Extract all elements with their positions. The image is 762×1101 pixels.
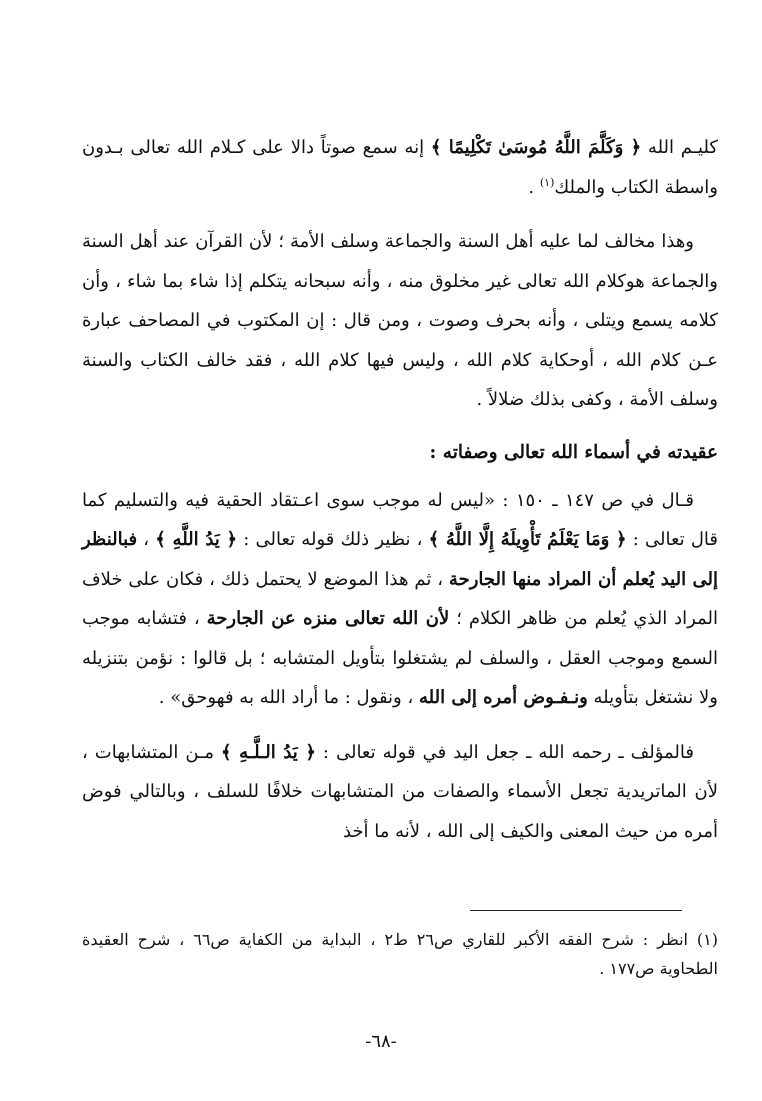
- paragraph-3-text-g: ، ثم هذا الموضع لا يحتمل ذلك ، فكان على خلاف المراد الذي يُعلم من ظاهر الكلام ؛: [82, 568, 719, 629]
- paragraph-4-text-c: مـن المتشابهات ، لأن الماتريدية تجعل الأسماء والصفات من المتشابهات خلافًا للسلف ، وبالتالي فوض أمره من حيث المعنى والكيف إلى الله ، لأنه ما أخذ: [82, 741, 718, 842]
- paragraph-4: [82, 733, 718, 852]
- paragraph-3-text-k: ، ونقول : ما أراد الله به فهوحق» .: [158, 687, 419, 708]
- quran-verse-2: ﴿ وَمَا يَعْلَمُ تَأْوِيلَهُ إِلَّا اللَّهُ ﴾: [428, 529, 627, 550]
- quran-verse-4: ﴿ يَدُ الـلَّـهِ ﴾: [221, 741, 316, 763]
- footnote-reference[interactable]: (١): [539, 175, 555, 189]
- paragraph-3-text-c: ، نظير ذلك قوله تعالى :: [237, 529, 429, 550]
- paragraph-1-text-a: كليـم الله: [641, 137, 718, 158]
- bold-phrase-1: فبالنظر إلى اليد يُعلم أن المراد منها الجارحة: [82, 529, 718, 590]
- bold-phrase-3: ونـفـوض أمره إلى الله: [419, 687, 588, 708]
- footnote-divider: [470, 910, 682, 911]
- paragraph-2: وهذا مخالف لما عليه أهل السنة والجماعة وسلف الأمة ؛ لأن القرآن عند أهل السنة والجماعة هوكلام الله تعالى غير مخلوق منه ، وأنه سبحانه يتكلم إذا شاء بما شاء ، وأن كلامه يسمع ويتلى ، وأنه بحرف وصوت ، ومن قال : إن المكتوب في المصاحف عبارة عـن كلام الله ، أوحكاية كلام الله ، وليس فيها كلام الله ، فقد خالف الكتاب والسنة وسلف الأمة ، وكفى بذلك ضلالاً .: [82, 231, 718, 410]
- footnote-number: (١): [696, 930, 718, 949]
- paragraph-4-text-a: فالمؤلف ـ رحمه الله ـ جعل اليد في قوله تعالى :: [315, 741, 694, 763]
- paragraph-3-text-a: قـال في ص ١٤٧ ـ ١٥٠ : «ليس له موجب سوى اعـتقاد الحقية فيه والتسليم كما قال تعالى :: [82, 489, 719, 550]
- quran-verse-1: ﴿ وَكَلَّمَ اللَّهُ مُوسَىٰ تَكْلِيمًا ﴾: [430, 137, 642, 158]
- page-number: -٦٨-: [365, 1031, 397, 1052]
- footnote-text: انظر : شرح الفقه الأكبر للقاري ص٢٦ ط٢ ، البداية من الكفاية ص٦٦ ، شرح العقيدة الطحاوية ص١٧٧ .: [82, 930, 718, 978]
- paragraph-3-text-e: ،: [137, 529, 156, 550]
- quran-verse-3: ﴿ يَدُ اللَّهِ ﴾: [155, 529, 238, 550]
- page-body: [82, 128, 718, 866]
- paragraph-1: [82, 128, 718, 207]
- section-heading: عقيدته في أسماء الله تعالى وصفاته :: [429, 441, 718, 463]
- paragraph-3: [82, 481, 718, 718]
- paragraph-1-text-e: .: [528, 176, 540, 198]
- paragraph-3-text-i: ، فتشابه موجب السمع وموجب العقل ، والسلف لم يشتغلوا بتأويل المتشابه ؛ بل قالوا : نؤمن بتنزيله ولا نشتغل بتأويله: [82, 608, 718, 708]
- bold-phrase-2: لأن الله تعالى منزه عن الجارحة: [206, 608, 450, 629]
- footnote: [82, 925, 718, 983]
- paragraph-1-text-c: إنه سمع صوتاً دالا على كـلام الله تعالى بـدون واسطة الكتاب والملك: [82, 137, 718, 198]
